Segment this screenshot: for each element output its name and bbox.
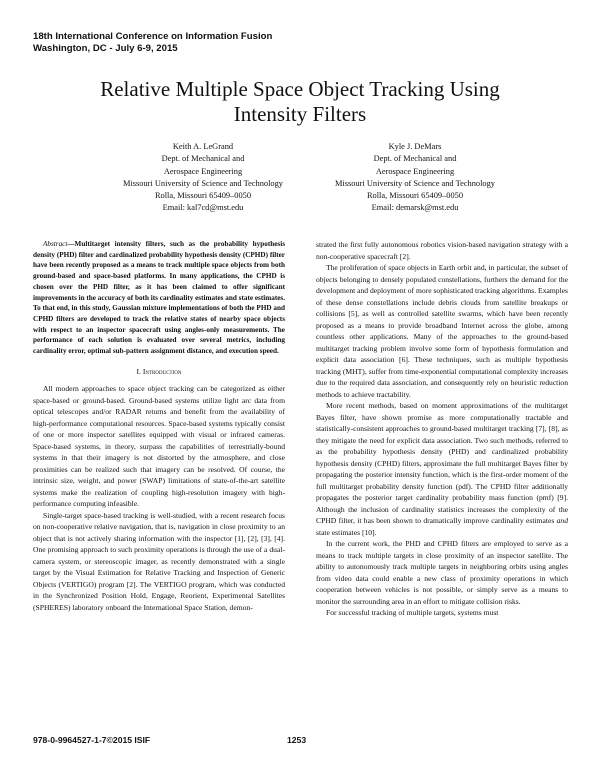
paragraph: The proliferation of space objects in Earth orbit and, in particular, the subset of objects belonging to densely populated constellations, furthers the demand for the development and deployment of more sophisticated tracking algorithms. Examples of these dense constellations include debris clouds from satellite breakups or collisions [5], as well as controlled satellite swarms, which have been recently proposed as a means to provide broadband Internet across the globe, among countless other applications. Many of the approaches to the ground-based multitarget tracking problem involve some form of hypothesis formulation and explicit data association [6]. These techniques, such as multiple hypothesis tracking (MHT), suffer from time-exponential computational complexity increases due to the required data association, and consequently rely on heuristic reduction methods to achieve tractability.	[316, 263, 569, 399]
author-dept: Aerospace Engineering	[163, 166, 243, 176]
author-block-2	[295, 141, 535, 215]
abstract-text: —Multitarget intensity filters, such as the probability hypothesis density (PHD) filter and cardinalized probability hypothesis density (CPHD) filter have been recently proposed as a means to track multiple space objects from both ground-based and space-based platforms. In many applications, the CPHD is chosen over the PHD filter, as it has been claimed to offer significant improvements in the accuracy of both its cardinality estimates and state estimates. To that end, in this study, Gaussian mixture implementations of both the PHD and CPHD filters are developed to track the relative states of nearby space objects with respect to an inspector spacecraft using angles-only measurements. The performance of each solution is evaluated over several metrics, including cardinality error, optimal sub-pattern assignment distance, and execution speed.	[33, 240, 285, 356]
paragraph-text: state estimates [10].	[316, 527, 377, 537]
abstract-label: Abstract	[43, 240, 68, 248]
conference-header	[33, 31, 272, 55]
paragraph: Single-target space-based tracking is well-studied, with a recent research focus on non-cooperative relative navigation, that is, navigation in close proximity to an object that is not actively sharing information with the inspector [1], [2], [3], [4]. One promising approach to such proximity operations is through the use of a dual-camera system, or stereoscopic imager, as recently demonstrated with a single target by the Visual Estimation for Relative Tracking and Inspection of Generic Objects (VERTIGO) program [2]. The VERTIGO program, which was conducted in the Synchronized Position Hold, Engage, Reorient, Experimental Satellites (SPHERES) laboratory onboard the International Space Station, demon-	[33, 510, 285, 612]
paragraph: All modern approaches to space object tracking can be categorized as either space-based or ground-based. Ground-based systems utilize light arc data from optical telescopes and/or RADAR returns and benefit from the availability of high-performance computational resources. Space-based systems typically consist of one or more inspector satellites equipped with visual or infrared cameras. Space-based systems, in theory, surpass the capabilities of terrestrially-bound systems in that their imagery is not distorted by the atmosphere, and close proximities can be realized such that imagery can be resolved. Of course, the intrinsic size, weight, and power (SWAP) limitations of state-of-the-art satellite systems make the realization of coupling high-resolution imagery with high-performance computing infeasible.	[33, 384, 285, 509]
author-dept: Aerospace Engineering	[375, 166, 455, 176]
author-block-1	[75, 141, 331, 215]
author-university: Missouri University of Science and Technology	[335, 178, 495, 188]
abstract	[33, 239, 285, 357]
section-heading: I. Introduction	[136, 366, 182, 376]
author-dept: Dept. of Mechanical and	[373, 154, 457, 164]
paragraph: In the current work, the PHD and CPHD filters are employed to serve as a means to track multiple targets in close proximity of an inspector satellite. The ability to autonomously track multiple targets in neighboring orbits using angles from video data could enable a new class of proximity operations in which cooperation between vehicles is not possible, or simply serve as a means to monitor the surrounding area in an effort to mitigate collision risks.	[316, 539, 568, 606]
conference-location-date: Washington, DC - July 6-9, 2015	[33, 43, 178, 54]
conference-name: 18th International Conference on Information Fusion	[33, 31, 273, 42]
author-address: Rolla, Missouri 65409–0050	[366, 191, 464, 201]
footer-isbn: 978-0-9964527-1-7©2015 ISIF	[33, 735, 151, 745]
paragraph: For successful tracking of multiple targets, systems must	[326, 608, 499, 617]
left-column	[33, 239, 285, 613]
paragraph: strated the first fully autonomous robotics vision-based navigation strategy with a non-cooperative spacecraft [2].	[316, 240, 568, 261]
right-column	[316, 239, 568, 619]
author-email: Email: demarsk@mst.edu	[371, 203, 459, 213]
title-line-2: Intensity Filters	[233, 102, 367, 126]
author-email: Email: kal7cd@mst.edu	[162, 203, 244, 213]
page-number: 1253	[287, 735, 307, 745]
author-dept: Dept. of Mechanical and	[161, 154, 245, 164]
author-name: Kyle J. DeMars	[388, 142, 442, 151]
title-line-1: Relative Multiple Space Object Tracking Using	[100, 77, 500, 101]
author-name: Keith A. LeGrand	[172, 142, 234, 151]
paragraph	[316, 400, 568, 538]
author-address: Rolla, Missouri 65409–0050	[154, 191, 252, 201]
emphasis-text: and	[556, 516, 568, 525]
paragraph-text: More recent methods, based on moment approximations of the multitarget Bayes filter, have shown promise as more computationally tractable and statistically-consistent approaches to ground-based multitarget tracking [7], [8], as they mitigate the need for explicit data association. Two such methods, referred to as the probability hypothesis density (PHD) and cardinalized probability hypothesis density (CPHD) filters, approximate the full multitarget Bayes filter by propagating the posterior intensity function, which is the first-order moment of the full multitarget probability density function (pdf). The CPHD filter additionally propagates the posterior target cardinality probability mass function (pmf) [9]. Although the inclusion of cardinality statistics increases the complexity of the CPHD filter, it has been shown to dramatically improve cardinality estimates	[316, 401, 568, 525]
author-university: Missouri University of Science and Technology	[123, 178, 283, 188]
paper-title	[0, 77, 600, 127]
